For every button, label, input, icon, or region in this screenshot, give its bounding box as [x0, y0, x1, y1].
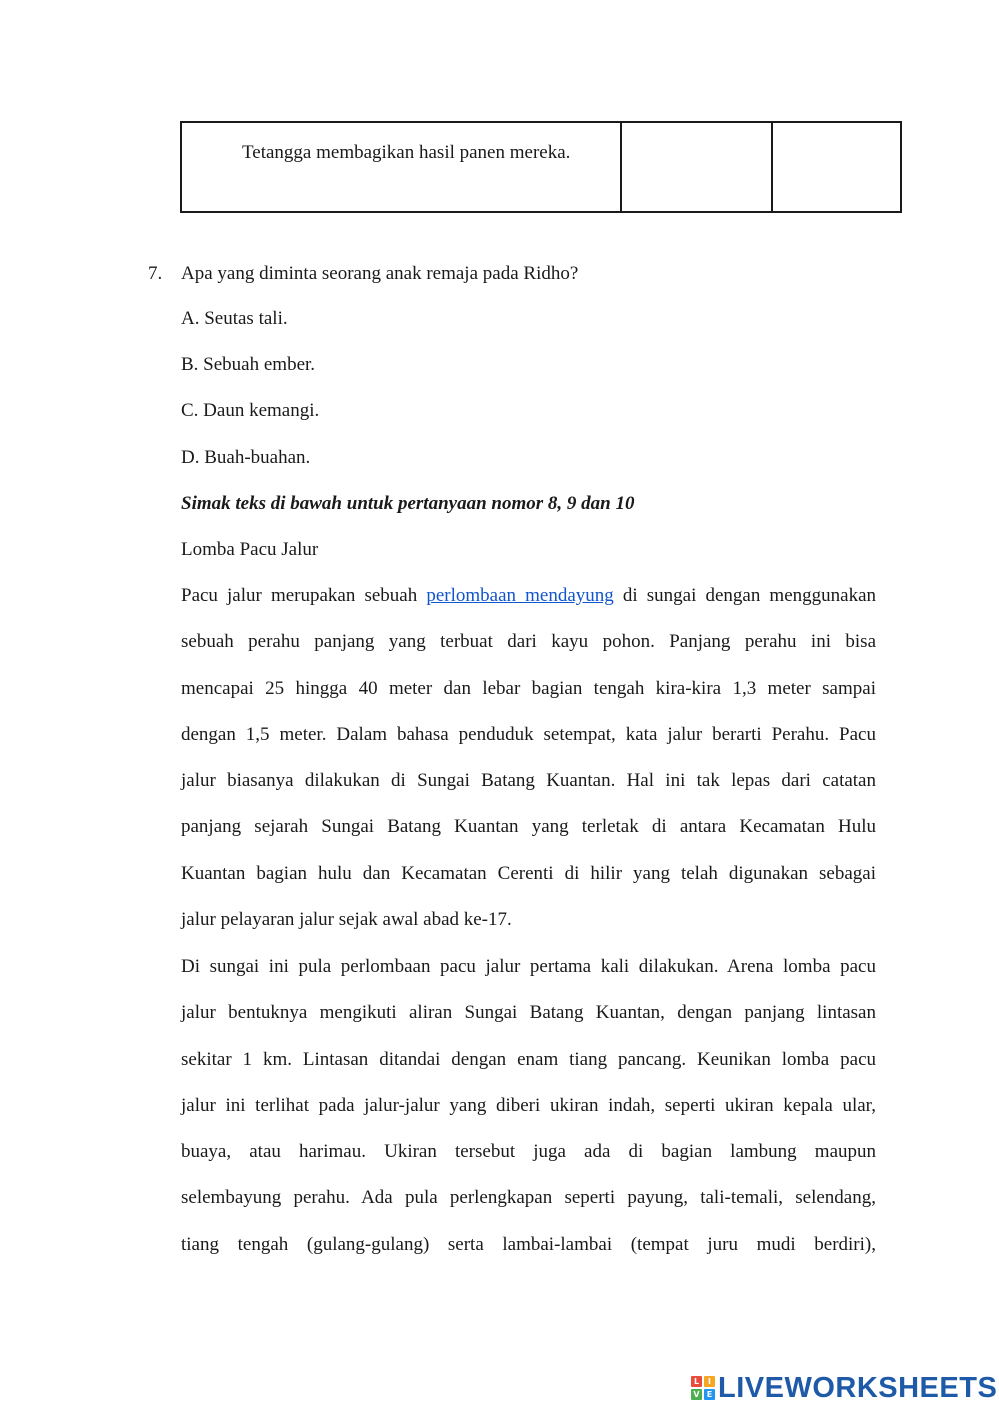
paragraph-line — [181, 584, 876, 630]
question-text: Apa yang diminta seorang anak remaja pada Ridho? — [181, 263, 579, 284]
paragraph-line: jalur pelayaran jalur sejak awal abad ke-17. — [181, 909, 512, 931]
paragraph-line: jalur biasanya dilakukan di Sungai Batang Kuantan. Hal ini tak lepas dari catatan — [181, 770, 876, 792]
logo-mark-letter: E — [704, 1389, 715, 1400]
logo-mark-letter: L — [691, 1376, 702, 1387]
paragraph-line: selembayung perahu. Ada pula perlengkapan seperti payung, tali-temali, selendang, — [181, 1187, 876, 1209]
question-7 — [148, 261, 578, 287]
paragraph-line: dengan 1,5 meter. Dalam bahasa penduduk setempat, kata jalur berarti Perahu. Pacu — [181, 723, 876, 745]
logo-mark-letter: V — [691, 1389, 702, 1400]
liveworksheets-logo-icon — [691, 1376, 715, 1400]
option-c[interactable]: C. Daun kemangi. — [181, 400, 320, 421]
statement-text: Tetangga membagikan hasil panen mereka. — [242, 142, 571, 163]
paragraph-line: buaya, atau harimau. Ukiran tersebut juga ada di bagian lambung maupun — [181, 1141, 876, 1163]
paragraph-line: mencapai 25 hingga 40 meter dan lebar bagian tengah kira-kira 1,3 meter sampai — [181, 677, 876, 699]
option-b[interactable]: B. Sebuah ember. — [181, 354, 316, 375]
option-d[interactable]: D. Buah-buahan. — [181, 447, 311, 468]
paragraph-line: jalur bentuknya mengikuti aliran Sungai Batang Kuantan, dengan panjang lintasan — [181, 1002, 876, 1024]
paragraph-line: Kuantan bagian hulu dan Kecamatan Cerenti di hilir yang telah digunakan sebagai — [181, 862, 876, 884]
paragraph-1 — [181, 584, 876, 954]
statement-cell — [182, 123, 622, 211]
logo-mark-letter: I — [704, 1376, 715, 1387]
paragraph-line: sekitar 1 km. Lintasan ditandai dengan enam tiang pancang. Keunikan lomba pacu — [181, 1048, 876, 1070]
liveworksheets-logo-text: LIVEWORKSHEETS — [718, 1371, 998, 1404]
link-perlombaan-mendayung[interactable]: perlombaan mendayung — [426, 585, 614, 606]
paragraph-line: tiang tengah (gulang-gulang) serta lambai-lambai (tempat juru mudi berdiri), — [181, 1233, 876, 1255]
option-a[interactable]: A. Seutas tali. — [181, 308, 288, 329]
reading-instruction: Simak teks di bawah untuk pertanyaan nomor 8, 9 dan 10 — [181, 493, 635, 514]
answer-cell-1[interactable] — [622, 123, 773, 211]
answer-table-row — [180, 121, 902, 213]
paragraph-line: panjang sejarah Sungai Batang Kuantan yang terletak di antara Kecamatan Hulu — [181, 816, 876, 838]
paragraph-line: jalur ini terlihat pada jalur-jalur yang diberi ukiran indah, seperti ukiran kepala ular, — [181, 1094, 876, 1116]
paragraph-line: Di sungai ini pula perlombaan pacu jalur pertama kali dilakukan. Arena lomba pacu — [181, 956, 876, 977]
reading-title: Lomba Pacu Jalur — [181, 539, 319, 560]
paragraph-1-intro: Pacu jalur merupakan sebuah — [181, 585, 418, 606]
question-number: 7. — [148, 263, 163, 284]
paragraph-1-rest: di sungai dengan menggunakan — [622, 585, 877, 606]
paragraph-2 — [181, 955, 876, 1279]
answer-cell-2[interactable] — [773, 123, 900, 211]
paragraph-line: sebuah perahu panjang yang terbuat dari kayu pohon. Panjang perahu ini bisa — [181, 631, 876, 653]
liveworksheets-logo[interactable] — [691, 1372, 997, 1404]
